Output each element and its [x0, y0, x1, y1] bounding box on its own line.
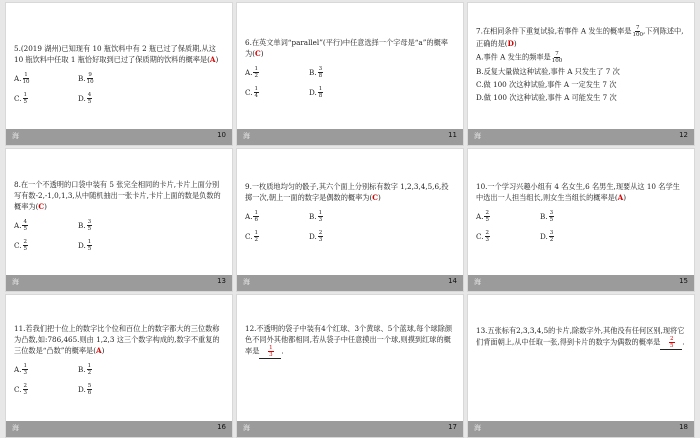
option-b: B. $\frac{3}{5}$: [78, 218, 92, 232]
option-b: B. $\frac{1}{3}$: [309, 209, 323, 223]
option-c: C. $\frac{2}{5}$: [14, 238, 28, 252]
question-body: 7.在相同条件下重复试验,若事件 A 发生的概率是 $\frac{7}{100}$ ,下列陈述中,正确的是(D) A.事件 A 发生的频率是 $\frac{7}{100}$ B.反复大量做这种试验,事件 A 只发生了 7 次 C.做 100 次这种试验,事件 A 一定发生 7 次 D.做 100 次这种试验,事件 A 可能发生 7 次: [476, 25, 686, 103]
slide-footer: [6, 421, 232, 437]
option-a: A. $\frac{2}{5}$: [476, 209, 489, 223]
option-a: A. $\frac{1}{3}$: [14, 362, 27, 376]
question-fraction: $\frac{7}{100}$: [632, 25, 643, 38]
slide-footer: [468, 421, 694, 437]
answer: D: [507, 39, 514, 48]
options: [245, 206, 455, 246]
option-a: A. $\frac{1}{10}$: [14, 71, 30, 85]
question-text: 9.一枚质地均匀的骰子,其六个面上分别标有数字 1,2,3,4,5,6,投掷一次,朝上一面的数字是偶数的概率为: [245, 182, 449, 202]
slide-16[interactable]: [5, 294, 233, 438]
slide-footer: [237, 421, 463, 437]
option-a: A. $\frac{1}{6}$: [245, 209, 258, 223]
page-number: 16: [217, 423, 226, 431]
page-number: 17: [448, 423, 457, 431]
option-b: B. $\frac{1}{2}$: [78, 362, 92, 376]
answer-blank: $\frac{2}{5}$: [660, 336, 682, 350]
option-c: C. $\frac{1}{5}$: [14, 91, 28, 105]
footer-logo: 海: [474, 132, 481, 140]
answer: A: [617, 193, 624, 202]
page-number: 12: [679, 131, 688, 139]
question-text: 10.一个学习兴趣小组有 4 名女生,6 名男生,现要从这 10 名学生中选出一人担当组长,则女生当组长的概率是: [476, 182, 680, 202]
question-body: 8.在一个不透明的口袋中装有 5 张完全相同的卡片,卡片上面分别写有数-2,-1,0,1,3,从中随机抽出一张卡片,卡片上面的数是负数的概率为(C) A. $\frac{4}{5}$ B. $\frac{3}{5}$ C. $\frac{2}{5}$ D. $\frac{1}{5}$: [14, 179, 224, 255]
option-c: C.做 100 次这种试验,事件 A 一定发生 7 次: [476, 80, 617, 89]
slide-13[interactable]: [5, 148, 233, 292]
footer-logo: 海: [243, 424, 250, 432]
option-c: C. $\frac{2}{3}$: [476, 229, 490, 243]
slide-footer: [237, 275, 463, 291]
page-number: 18: [679, 423, 688, 431]
answer: C: [372, 193, 379, 202]
option-a: A. $\frac{1}{2}$: [245, 65, 258, 79]
answer: A: [209, 55, 216, 64]
option-d: D.做 100 次这种试验,事件 A 可能发生 7 次: [476, 93, 617, 102]
page-number: 13: [217, 277, 226, 285]
question-body: 12.不透明的袋子中装有4个红球、3个黄球、5个蓝球,每个球除颜色不同外其他都相同,若从袋子中任意摸出一个球,则摸到红球的概率是 $\frac{1}{3}$ .: [245, 324, 453, 358]
question-text: 5.(2019 湖州)已知现有 10 瓶饮料中有 2 瓶已过了保质期,从这 10 瓶饮料中任取 1 瓶恰好取到已过了保质期的饮料的概率是: [14, 44, 216, 64]
slide-17[interactable]: [236, 294, 464, 438]
option-a: A. $\frac{4}{5}$: [14, 218, 27, 232]
option-b: B.反复大量做这种试验,事件 A 只发生了 7 次: [476, 67, 620, 76]
question-body: 11.若我们把十位上的数字比个位和百位上的数字都大的三位数称为凸数,如:786,465.则由 1,2,3 这三个数字构成的,数字不重复的三位数是“凸数”的概率是(A) A. $\frac{1}{3}$ B. $\frac{1}{2}$ C. $\frac{2}{3}$ D. $\frac{5}{6}$: [14, 323, 224, 399]
options: [245, 62, 455, 102]
question-text: 13.五张标有2,3,3,4,5的卡片,除数字外,其他没有任何区别,现将它们背面朝上,从中任取一张,得到卡片的数字为偶数的概率是: [476, 326, 685, 347]
question-body: 10.一个学习兴趣小组有 4 名女生,6 名男生,现要从这 10 名学生中选出一人担当组长,则女生当组长的概率是(A) A. $\frac{2}{5}$ B. $\frac{3}{5}$ C. $\frac{2}{3}$ D. $\frac{3}{2}$: [476, 181, 686, 246]
footer-logo: 海: [12, 424, 19, 432]
footer-logo: 海: [12, 278, 19, 286]
answer: C: [255, 49, 261, 58]
option-d: D. $\frac{4}{5}$: [78, 91, 92, 105]
option-d: D. $\frac{5}{6}$: [78, 382, 92, 396]
slide-footer: [6, 129, 232, 145]
option-d: D. $\frac{2}{3}$: [309, 229, 323, 243]
option-d: D. $\frac{1}{8}$: [309, 85, 323, 99]
page-number: 11: [448, 131, 457, 139]
question-text: 11.若我们把十位上的数字比个位和百位上的数字都大的三位数称为凸数,如:786,465.则由 1,2,3 这三个数字构成的,数字不重复的三位数是“凸数”的概率是: [14, 324, 220, 355]
question-text: 12.不透明的袋子中装有4个红球、3个黄球、5个蓝球,每个球除颜色不同外其他都相同,若从袋子中任意摸出一个球,则摸到红球的概率是: [245, 324, 453, 356]
options: [14, 68, 224, 108]
slide-footer: [468, 275, 694, 291]
answer: C: [38, 202, 45, 211]
option-c: C. $\frac{1}{4}$: [245, 85, 259, 99]
option-a: A.事件 A 发生的频率是 $\frac{7}{100}$: [476, 51, 563, 64]
slide-14[interactable]: [236, 148, 464, 292]
footer-logo: 海: [474, 278, 481, 286]
page-number: 10: [217, 131, 226, 139]
options: [14, 359, 224, 399]
slide-18[interactable]: [467, 294, 695, 438]
page-number: 15: [679, 277, 688, 285]
slide-11[interactable]: [236, 2, 464, 146]
question-body: 6.在英文单词“parallel”(平行)中任意选择一个字母是“a”的概率为(C) A. $\frac{1}{2}$ B. $\frac{3}{8}$ C. $\frac{1}{4}$ D. $\frac{1}{8}$: [245, 37, 455, 102]
question-text: 6.在英文单词“parallel”(平行)中任意选择一个字母是“a”的概率为: [245, 38, 448, 58]
page-number: 14: [448, 277, 457, 285]
option-b: B. $\frac{3}{5}$: [540, 209, 554, 223]
option-d: D. $\frac{3}{2}$: [540, 229, 554, 243]
option-d: D. $\frac{1}{5}$: [78, 238, 92, 252]
options: [476, 206, 686, 246]
question-body: 9.一枚质地均匀的骰子,其六个面上分别标有数字 1,2,3,4,5,6,投掷一次,朝上一面的数字是偶数的概率为(C) A. $\frac{1}{6}$ B. $\frac{1}{3}$ C. $\frac{1}{2}$ D. $\frac{2}{3}$: [245, 181, 455, 246]
slide-12[interactable]: [467, 2, 695, 146]
footer-logo: 海: [243, 132, 250, 140]
option-b: B. $\frac{9}{10}$: [78, 71, 94, 85]
option-c: C. $\frac{1}{2}$: [245, 229, 259, 243]
question-body: 5.(2019 湖州)已知现有 10 瓶饮料中有 2 瓶已过了保质期,从这 10 瓶饮料中任取 1 瓶恰好取到已过了保质期的饮料的概率是(A) A. $\frac{1}{10}$ B. $\frac{9}{10}$ C. $\frac{1}{5}$ D. $\frac{4}{5}$: [14, 43, 224, 108]
answer-blank: $\frac{1}{3}$: [259, 345, 281, 359]
question-body: 13.五张标有2,3,3,4,5的卡片,除数字外,其他没有任何区别,现将它们背面朝上,从中任取一张,得到卡片的数字为偶数的概率是 $\frac{2}{5}$ .: [476, 326, 685, 349]
option-c: C. $\frac{2}{3}$: [14, 382, 28, 396]
slide-15[interactable]: [467, 148, 695, 292]
options: [14, 215, 224, 255]
answer: A: [96, 346, 102, 355]
slide-10[interactable]: [5, 2, 233, 146]
footer-logo: 海: [12, 132, 19, 140]
slide-footer: [468, 129, 694, 145]
question-text: 7.在相同条件下重复试验,若事件 A 发生的概率是: [476, 26, 632, 36]
option-b: B. $\frac{3}{8}$: [309, 65, 323, 79]
question-text: 8.在一个不透明的口袋中装有 5 张完全相同的卡片,卡片上面分别写有数-2,-1,0,1,3,从中随机抽出一张卡片,卡片上面的数是负数的概率为: [14, 180, 221, 211]
slide-footer: [6, 275, 232, 291]
slide-footer: [237, 129, 463, 145]
footer-logo: 海: [474, 424, 481, 432]
footer-logo: 海: [243, 278, 250, 286]
